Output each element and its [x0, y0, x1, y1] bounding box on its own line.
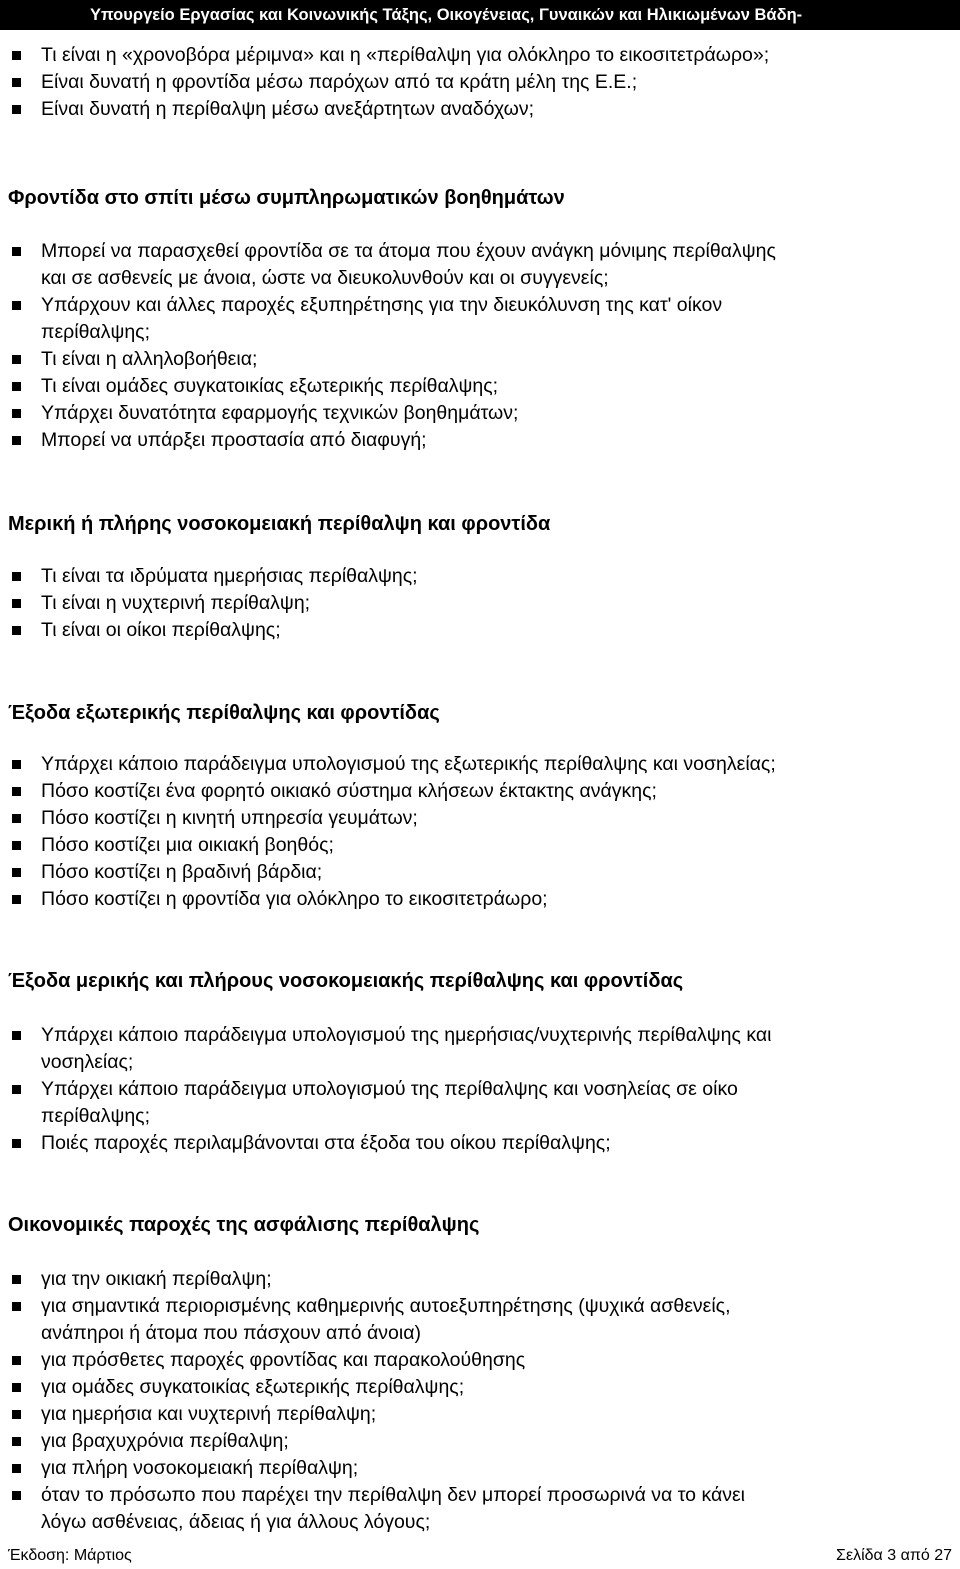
list-item-text: Τι είναι ομάδες συγκατοικίας εξωτερικής περίθαλψης;: [41, 375, 499, 397]
square-bullet-icon: [12, 382, 21, 391]
list-item-text: Τι είναι οι οίκοι περίθαλψης;: [41, 619, 281, 641]
list-item: [0, 96, 960, 123]
square-bullet-icon: [12, 1410, 21, 1419]
list-item-text: για ομάδες συγκατοικίας εξωτερικής περίθαλψης;: [41, 1376, 465, 1398]
list-item-text-continued: περίθαλψης;: [41, 321, 151, 343]
list-item-text: Πόσο κοστίζει μια οικιακή βοηθός;: [41, 834, 334, 856]
inpatient-costs-list: [0, 1022, 960, 1157]
list-item: [0, 1022, 960, 1076]
intro-list: [0, 42, 960, 123]
list-item-text: Πόσο κοστίζει ένα φορητό οικιακό σύστημα κλήσεων έκτακτης ανάγκης;: [41, 780, 657, 802]
list-item-text: Υπάρχει κάποιο παράδειγμα υπολογισμού της εξωτερικής περίθαλψης και νοσηλείας;: [41, 753, 776, 775]
square-bullet-icon: [12, 1275, 21, 1284]
list-item-text: Τι είναι η νυχτερινή περίθαλψη;: [41, 592, 311, 614]
list-item-text: Ποιές παροχές περιλαμβάνονται στα έξοδα του οίκου περίθαλψης;: [41, 1132, 611, 1154]
square-bullet-icon: [12, 760, 21, 769]
list-item: [0, 1482, 960, 1536]
list-item-text-continued: και σε ασθενείς με άνοια, ώστε να διευκολυνθούν και οι συγγενείς;: [41, 267, 609, 289]
square-bullet-icon: [12, 1383, 21, 1392]
section-title-outpatient-costs: Έξοδα εξωτερικής περίθαλψης και φροντίδας: [8, 702, 440, 724]
square-bullet-icon: [12, 105, 21, 114]
square-bullet-icon: [12, 895, 21, 904]
list-item: [0, 590, 960, 617]
list-item-text: για πρόσθετες παροχές φροντίδας και παρακολούθησης: [41, 1349, 526, 1371]
square-bullet-icon: [12, 51, 21, 60]
list-item-text: για σημαντικά περιορισμένης καθημερινής αυτοεξυπηρέτησης (ψυχικά ασθενείς,: [41, 1295, 731, 1317]
list-item-text: Τι είναι η αλληλοβοήθεια;: [41, 348, 258, 370]
list-item-text-continued: περίθαλψης;: [41, 1105, 151, 1127]
square-bullet-icon: [12, 814, 21, 823]
list-item: [0, 1374, 960, 1401]
square-bullet-icon: [12, 841, 21, 850]
footer-page-number: Σελίδα 3 από 27: [836, 1547, 952, 1564]
square-bullet-icon: [12, 1356, 21, 1365]
hospital-care-list: [0, 563, 960, 644]
section-title-hospital-care: Μερική ή πλήρης νοσοκομειακή περίθαλψη και φροντίδα: [8, 513, 551, 535]
list-item-text: για ημερήσια και νυχτερινή περίθαλψη;: [41, 1403, 377, 1425]
section-title-insurance-benefits: Οικονομικές παροχές της ασφάλισης περίθαλψης: [8, 1214, 480, 1236]
insurance-benefits-list: [0, 1266, 960, 1536]
list-item-text-continued: λόγω ασθένειας, άδειας ή για άλλους λόγους;: [41, 1511, 431, 1533]
list-item: [0, 373, 960, 400]
list-item-text: Μπορεί να υπάρξει προστασία από διαφυγή;: [41, 429, 427, 451]
square-bullet-icon: [12, 409, 21, 418]
square-bullet-icon: [12, 1139, 21, 1148]
section-title-inpatient-costs: Έξοδα μερικής και πλήρους νοσοκομειακής περίθαλψης και φροντίδας: [8, 970, 684, 992]
square-bullet-icon: [12, 1031, 21, 1040]
page-header: Υπουργείο Εργασίας και Κοινωνικής Τάξης, Οικογένειας, Γυναικών και Ηλικιωμένων Βάδη-: [0, 0, 960, 30]
list-item-text: όταν το πρόσωπο που παρέχει την περίθαλψη δεν μπορεί προσωρινά να το κάνει: [41, 1484, 745, 1506]
square-bullet-icon: [12, 572, 21, 581]
list-item: [0, 832, 960, 859]
footer-edition: Έκδοση: Μάρτιος: [8, 1547, 132, 1564]
list-item: [0, 1266, 960, 1293]
list-item: [0, 1293, 960, 1347]
list-item: [0, 427, 960, 454]
list-item: [0, 886, 960, 913]
square-bullet-icon: [12, 1302, 21, 1311]
list-item-text: Τι είναι τα ιδρύματα ημερήσιας περίθαλψης;: [41, 565, 418, 587]
square-bullet-icon: [12, 1437, 21, 1446]
list-item: [0, 1455, 960, 1482]
list-item-text: για την οικιακή περίθαλψη;: [41, 1268, 272, 1290]
list-item: [0, 292, 960, 346]
square-bullet-icon: [12, 1491, 21, 1500]
list-item-text: Είναι δυνατή η φροντίδα μέσω παρόχων από τα κράτη μέλη της Ε.Ε.;: [41, 71, 638, 93]
list-item-text-continued: νοσηλείας;: [41, 1051, 134, 1073]
home-care-list: [0, 238, 960, 454]
list-item: [0, 69, 960, 96]
square-bullet-icon: [12, 355, 21, 364]
list-item: [0, 238, 960, 292]
list-item: [0, 617, 960, 644]
list-item-text: Υπάρχει κάποιο παράδειγμα υπολογισμού της περίθαλψης και νοσηλείας σε οίκο: [41, 1078, 738, 1100]
list-item-text: Πόσο κοστίζει η βραδινή βάρδια;: [41, 861, 323, 883]
list-item: [0, 42, 960, 69]
list-item-text: Υπάρχει δυνατότητα εφαρμογής τεχνικών βοηθημάτων;: [41, 402, 519, 424]
list-item: [0, 1347, 960, 1374]
list-item: [0, 859, 960, 886]
section-title-home-care: Φροντίδα στο σπίτι μέσω συμπληρωματικών βοηθημάτων: [8, 187, 565, 209]
list-item: [0, 400, 960, 427]
list-item: [0, 563, 960, 590]
list-item-text: Πόσο κοστίζει η κινητή υπηρεσία γευμάτων;: [41, 807, 418, 829]
square-bullet-icon: [12, 868, 21, 877]
outpatient-costs-list: [0, 751, 960, 913]
square-bullet-icon: [12, 436, 21, 445]
square-bullet-icon: [12, 247, 21, 256]
square-bullet-icon: [12, 1464, 21, 1473]
square-bullet-icon: [12, 787, 21, 796]
square-bullet-icon: [12, 78, 21, 87]
list-item-text: Μπορεί να παρασχεθεί φροντίδα σε τα άτομα που έχουν ανάγκη μόνιμης περίθαλψης: [41, 240, 776, 262]
square-bullet-icon: [12, 301, 21, 310]
list-item: [0, 1428, 960, 1455]
list-item: [0, 1130, 960, 1157]
list-item: [0, 346, 960, 373]
list-item-text-continued: ανάπηροι ή άτομα που πάσχουν από άνοια): [41, 1322, 421, 1344]
square-bullet-icon: [12, 599, 21, 608]
list-item: [0, 751, 960, 778]
list-item-text: για βραχυχρόνια περίθαλψη;: [41, 1430, 289, 1452]
list-item-text: Υπάρχει κάποιο παράδειγμα υπολογισμού της ημερήσιας/νυχτερινής περίθαλψης και: [41, 1024, 772, 1046]
list-item-text: Είναι δυνατή η περίθαλψη μέσω ανεξάρτητων αναδόχων;: [41, 98, 535, 120]
list-item: [0, 1401, 960, 1428]
list-item: [0, 805, 960, 832]
list-item: [0, 778, 960, 805]
list-item-text: Υπάρχουν και άλλες παροχές εξυπηρέτησης για την διευκόλυνση της κατ' οίκον: [41, 294, 723, 316]
square-bullet-icon: [12, 626, 21, 635]
list-item-text: Πόσο κοστίζει η φροντίδα για ολόκληρο το εικοσιτετράωρο;: [41, 888, 548, 910]
list-item-text: Τι είναι η «χρονοβόρα μέριμνα» και η «περίθαλψη για ολόκληρο το εικοσιτετράωρο»;: [41, 44, 770, 66]
list-item: [0, 1076, 960, 1130]
list-item-text: για πλήρη νοσοκομειακή περίθαλψη;: [41, 1457, 359, 1479]
square-bullet-icon: [12, 1085, 21, 1094]
